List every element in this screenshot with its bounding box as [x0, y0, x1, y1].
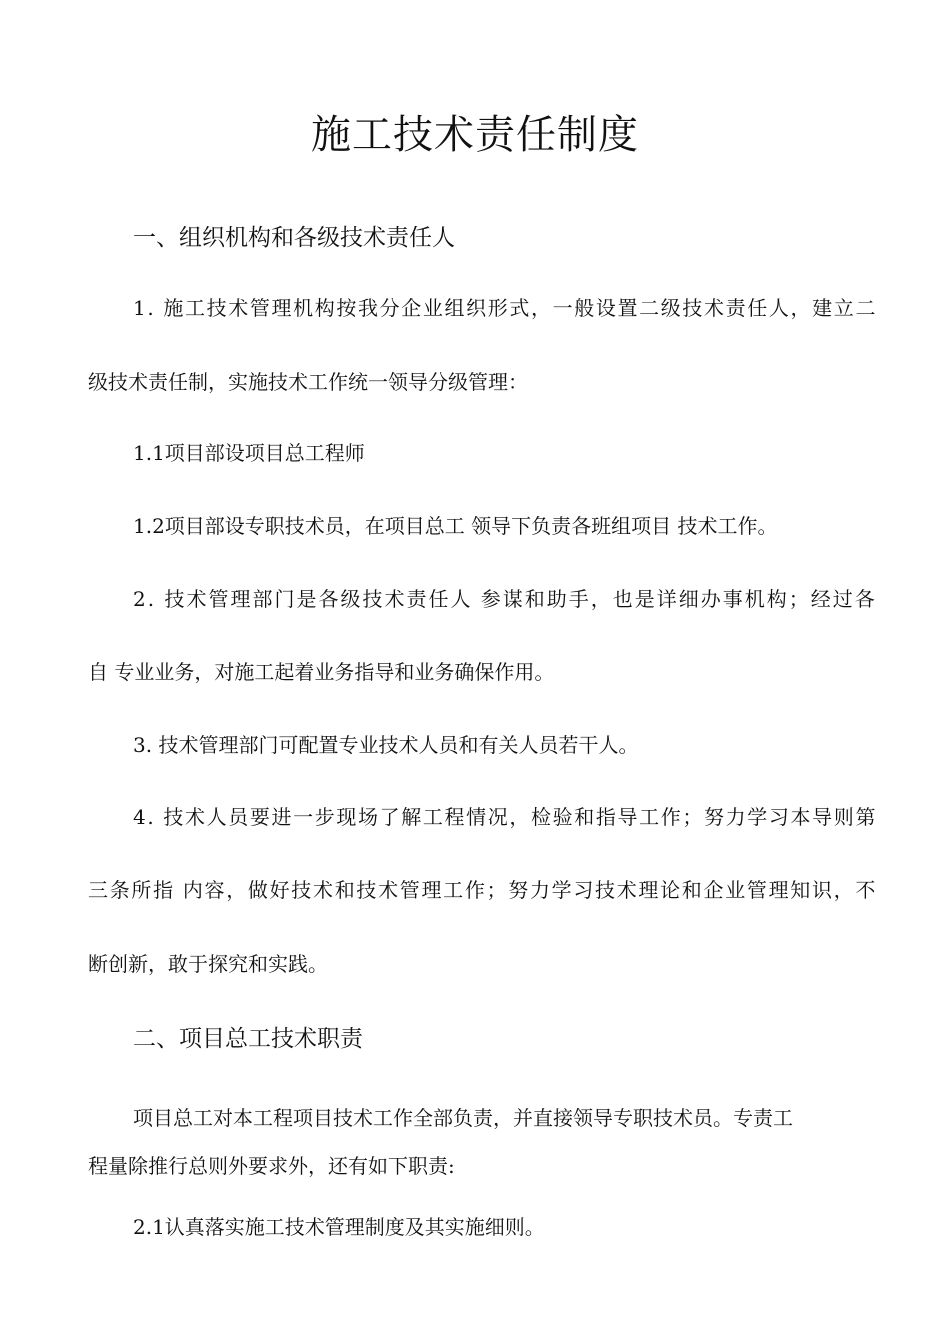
- paragraph-line: 2.1认真落实施工技术管理制度及其实施细则。: [133, 1215, 545, 1239]
- paragraph-line: 断创新，敢于探究和实践。: [88, 952, 328, 976]
- section-heading-1: 一、组织机构和各级技术责任人: [133, 225, 455, 251]
- paragraph-line: 项目总工对本工程项目技术工作全部负责，并直接领导专职技术员。专责工: [133, 1106, 793, 1130]
- paragraph-line: 三条所指 内容，做好技术和技术管理工作；努力学习技术理论和企业管理知识，不: [88, 878, 878, 902]
- document-title: 施工技术责任制度: [311, 112, 639, 158]
- paragraph-line: 2. 技术管理部门是各级技术责任人 参谋和助手，也是详细办事机构；经过各: [133, 587, 877, 611]
- paragraph-line: 1.1项目部设项目总工程师: [133, 441, 365, 465]
- paragraph-line: 级技术责任制，实施技术工作统一领导分级管理：: [88, 370, 528, 394]
- section-heading-2: 二、项目总工技术职责: [133, 1026, 363, 1052]
- paragraph-line: 程量除推行总则外要求外，还有如下职责:: [88, 1154, 455, 1178]
- paragraph-line: 自 专业业务，对施工起着业务指导和业务确保作用。: [88, 660, 555, 684]
- paragraph-line: 1. 施工技术管理机构按我分企业组织形式，一般设置二级技术责任人，建立二: [133, 296, 878, 320]
- paragraph-line: 1.2项目部设专职技术员，在项目总工 领导下负责各班组项目 技术工作。: [133, 514, 778, 538]
- paragraph-line: 3. 技术管理部门可配置专业技术人员和有关人员若干人。: [133, 733, 639, 757]
- paragraph-line: 4. 技术人员要进一步现场了解工程情况，检验和指导工作；努力学习本导则第: [133, 805, 878, 829]
